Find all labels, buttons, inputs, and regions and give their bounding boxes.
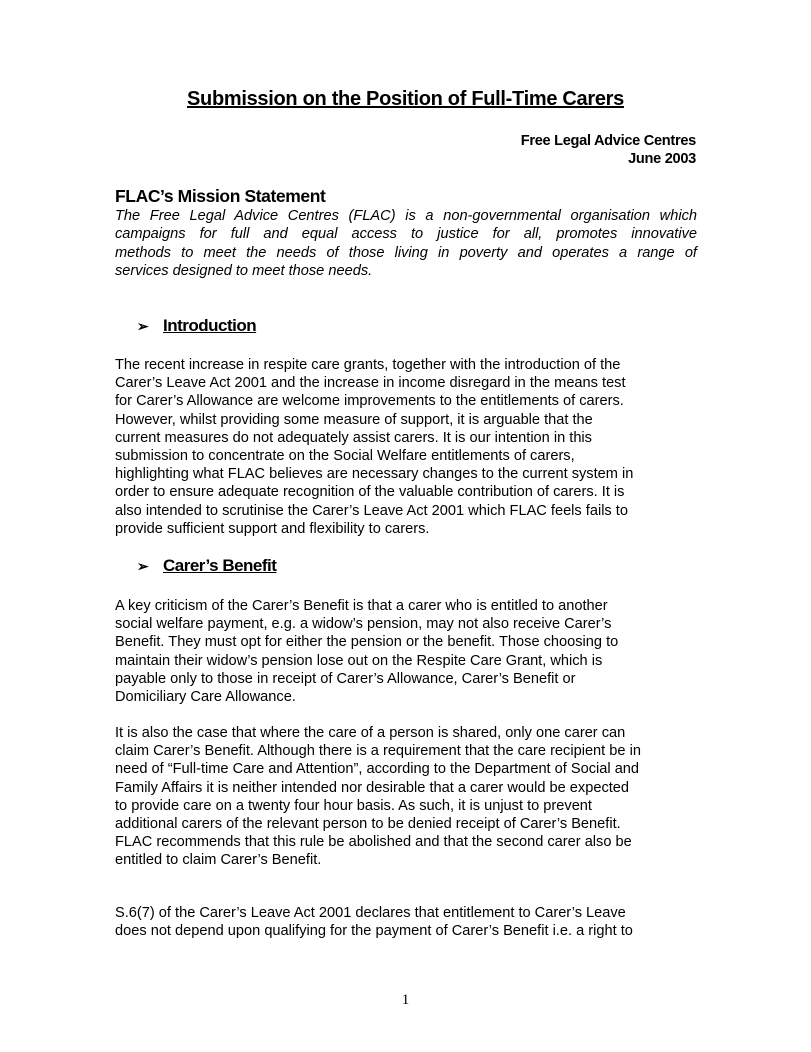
paragraph-line: Carer’s Leave Act 2001 and the increase in income disregard in the means test [115, 375, 626, 392]
byline-organisation: Free Legal Advice Centres [520, 133, 696, 149]
paragraph-line: It is also the case that where the care of a person is shared, only one carer can [115, 725, 626, 741]
section-heading-label: Introduction [163, 316, 257, 335]
paragraph-line: S.6(7) of the Carer’s Leave Act 2001 declares that entitlement to Carer’s Leave [115, 905, 626, 921]
paragraph-line: The recent increase in respite care grants, together with the introduction of the [115, 357, 621, 373]
paragraph-line: maintain their widow’s pension lose out on the Respite Care Grant, which is [115, 652, 603, 669]
paragraph-line: order to ensure adequate recognition of the valuable contribution of carers. It is [115, 484, 625, 501]
paragraph-line: highlighting what FLAC believes are necessary changes to the current system in [115, 466, 634, 483]
paragraph-line: provide sufficient support and flexibility to carers. [115, 520, 430, 537]
page-number: 1 [401, 992, 410, 1008]
paragraph-line: submission to concentrate on the Social Welfare entitlements of carers, [115, 448, 575, 465]
paragraph-line: Domiciliary Care Allowance. [115, 689, 296, 706]
mission-line: The Free Legal Advice Centres (FLAC) is a non-governmental organisation which [115, 208, 697, 224]
paragraph-line: social welfare payment, e.g. a widow’s pension, may not also receive Carer’s [115, 616, 612, 633]
mission-line: methods to meet the needs of those living in poverty and operates a range of [115, 244, 697, 261]
arrowhead-bullet-icon: ➢ [137, 557, 149, 574]
paragraph-line: Family Affairs it is neither intended nor desirable that a carer would be expected [115, 779, 630, 796]
section-heading-introduction [137, 316, 256, 336]
paragraph-line: to provide care on a twenty four hour basis. As such, it is unjust to prevent [115, 797, 592, 814]
paragraph-line: entitled to claim Carer’s Benefit. [115, 852, 322, 869]
byline [521, 132, 696, 168]
mission-heading: FLAC’s Mission Statement [115, 186, 326, 206]
mission-line: campaigns for full and equal access to justice for all, promotes innovative [115, 226, 697, 243]
paragraph-line: FLAC recommends that this rule be abolished and that the second carer also be [115, 834, 632, 851]
paragraph-line: for Carer’s Allowance are welcome improvements to the entitlements of carers. [115, 393, 624, 410]
paragraph-line: current measures do not adequately assist carers. It is our intention in this [115, 429, 592, 446]
carers-benefit-paragraph-1 [115, 597, 715, 706]
mission-statement [115, 207, 697, 280]
section-heading-label: Carer’s Benefit [163, 556, 277, 575]
paragraph-line: Benefit. They must opt for either the pension or the benefit. Those choosing to [115, 634, 619, 651]
introduction-paragraph [115, 356, 715, 538]
paragraph-line: need of “Full-time Care and Attention”, according to the Department of Social and [115, 761, 640, 778]
arrowhead-bullet-icon: ➢ [137, 317, 149, 334]
carers-benefit-paragraph-2 [115, 724, 715, 870]
paragraph-line: also intended to scrutinise the Carer’s Leave Act 2001 which FLAC feels fails to [115, 502, 628, 519]
section-heading-carers-benefit [137, 556, 276, 576]
paragraph-line: However, whilst providing some measure of support, it is arguable that the [115, 411, 593, 428]
paragraph-line: payable only to those in receipt of Carer’s Allowance, Carer’s Benefit or [115, 670, 576, 687]
byline-date: June 2003 [628, 151, 696, 167]
carers-benefit-paragraph-3 [115, 904, 715, 940]
document-title: Submission on the Position of Full-Time Carers [187, 88, 624, 110]
paragraph-line: claim Carer’s Benefit. Although there is a requirement that the care recipient be in [115, 743, 641, 760]
paragraph-line: does not depend upon qualifying for the payment of Carer’s Benefit i.e. a right to [115, 923, 633, 940]
mission-line: services designed to meet those needs. [115, 262, 373, 279]
paragraph-line: additional carers of the relevant person to be denied receipt of Carer’s Benefit. [115, 816, 621, 833]
paragraph-line: A key criticism of the Carer’s Benefit is that a carer who is entitled to another [115, 598, 608, 614]
